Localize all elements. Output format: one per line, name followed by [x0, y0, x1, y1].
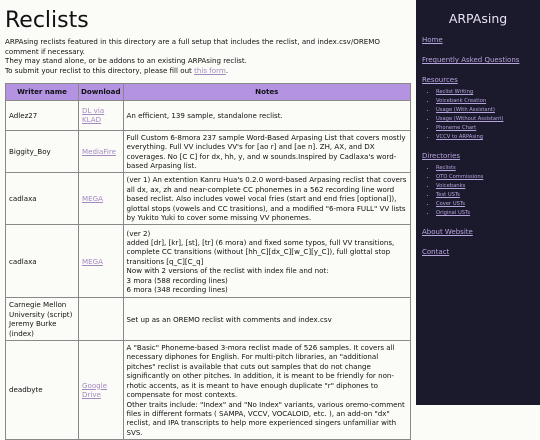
resources-list — [422, 88, 534, 142]
intro-line: They may stand alone, or be addons to an existing ARPAsing reclist. — [5, 56, 247, 66]
table-row — [6, 298, 411, 341]
table-row — [6, 173, 411, 225]
notes-cell — [123, 298, 410, 341]
header-notes: Notes — [123, 84, 410, 100]
writer-cell: Biggity_Boy — [6, 130, 79, 173]
notes-text: An efficient, 139 sample, standalone reclist. — [126, 110, 283, 120]
writer-cell: Carnegie Mellon University (script) Jeremy Burke (index) — [6, 298, 79, 341]
site-brand: ARPAsing — [448, 11, 508, 26]
notes-line: (ver 2) — [126, 228, 151, 238]
notes-cell — [123, 100, 410, 130]
writer-cell: Adlez27 — [6, 100, 79, 130]
download-link[interactable]: MEGA — [82, 256, 103, 266]
intro-text — [5, 37, 411, 75]
notes-line: 6 mora (348 recording lines) — [126, 284, 228, 294]
notes-cell — [123, 173, 410, 225]
notes-cell — [123, 341, 410, 440]
download-cell — [79, 130, 124, 173]
nav-home[interactable]: Home — [422, 36, 443, 44]
list-item — [436, 209, 534, 218]
list-item — [436, 88, 534, 97]
table-row — [6, 225, 411, 298]
submit-prefix: To submit your reclist to this directory, please fill out — [5, 65, 195, 75]
download-cell — [79, 298, 124, 341]
table-row — [6, 130, 411, 173]
nav-reclists[interactable]: Reclists — [436, 165, 456, 171]
download-link[interactable]: Google Drive — [82, 380, 108, 400]
submit-suffix: . — [225, 65, 229, 75]
nav-contact[interactable]: Contact — [422, 248, 450, 256]
nav-original-usts[interactable]: Original USTs — [436, 210, 471, 216]
submission-form-link[interactable]: this form — [194, 65, 226, 75]
nav-resources[interactable]: Resources — [422, 76, 458, 84]
list-item — [436, 200, 534, 209]
notes-text: (ver 1) An extention Kanru Hua's 0.2.0 word-based Arpasing reclist that covers all dx, ax, zh and near-complete CC phonemes in a 562 recording line word based reclist. Also includes vowel vocal fries (start and end fries [optional]), glottal stops (vowels and CC trasitions), and a modified "6-mora FULL" VV lists by Yukito Yuki to cover some missing VV phonemes. — [126, 175, 407, 223]
download-cell — [79, 173, 124, 225]
table-header-row — [6, 84, 411, 100]
nav-faq[interactable]: Frequently Asked Questions — [422, 56, 520, 64]
notes-line: Now with 2 versions of the reclist with index file and not: — [126, 266, 329, 276]
nav-usage-with-assistant[interactable]: Usage (With Assistant) — [436, 107, 495, 113]
table-row — [6, 341, 411, 440]
nav-oto-commissions[interactable]: OTO Commissions — [436, 174, 484, 180]
nav-reclist-writing[interactable]: Reclist Writing — [436, 89, 474, 95]
list-item — [436, 173, 534, 182]
notes-text: Set up as an OREMO reclist with comments and index.csv — [126, 314, 332, 324]
header-writer-name: Writer name — [6, 84, 79, 100]
page-title: Reclists — [5, 8, 89, 33]
nav-phoneme-chart[interactable]: Phoneme Chart — [436, 125, 477, 131]
download-link[interactable]: MEGA — [82, 194, 103, 204]
list-item — [436, 164, 534, 173]
directories-list — [422, 164, 534, 218]
list-item — [436, 115, 534, 124]
list-item — [436, 191, 534, 200]
nav-test-usts[interactable]: Test USTs — [436, 192, 460, 198]
notes-line: 3 mora (588 recording lines) — [126, 275, 228, 285]
download-link[interactable]: MediaFire — [82, 146, 116, 156]
table-row — [6, 100, 411, 130]
submit-line — [5, 66, 411, 76]
download-cell — [79, 225, 124, 298]
nav-usage-without-assistant[interactable]: Usage (Without Assistant) — [436, 116, 504, 122]
download-cell — [79, 341, 124, 440]
notes-line: added [dr], [kr], [st], [tr] (6 mora) and fixed some typos, full VV transitions, complete CC transitions (without [hh_C][dx_C][w_C][y_C]), full glottal stop transitions [q_C][C_q] — [126, 237, 395, 266]
download-link[interactable]: DL via KLAD — [82, 105, 105, 125]
notes-cell — [123, 225, 410, 298]
sidebar — [416, 0, 540, 405]
header-download: Download — [79, 84, 124, 100]
notes-line: A "Basic" Phoneme-based 3-mora reclist made of 526 samples. It covers all necessary diphones for English. For multi-pitch libraries, an "additional pitches" reclist is available that cuts out samples that do not change significantly on other pitches. In addition, it is meant to be friendly for non-rhotic accents, as it is meant to have enough duplicate "r" diphones to compensate for most contexts. — [126, 343, 395, 400]
nav-about[interactable]: About Website — [422, 228, 473, 236]
list-item — [436, 133, 534, 142]
list-item — [436, 97, 534, 106]
writer-cell: cadlaxa — [6, 173, 79, 225]
list-item — [436, 182, 534, 191]
notes-cell — [123, 130, 410, 173]
list-item — [436, 106, 534, 115]
nav-cover-usts[interactable]: Cover USTs — [436, 201, 465, 207]
nav-voicebanks[interactable]: Voicebanks — [436, 183, 466, 189]
writer-cell: deadbyte — [6, 341, 79, 440]
download-cell — [79, 100, 124, 130]
reclist-table — [5, 83, 411, 440]
list-item — [436, 124, 534, 133]
nav-voicebank-creation[interactable]: Voicebank Creation — [436, 98, 487, 104]
intro-line: ARPAsing reclists featured in this directory are a full setup that includes the reclist, and index.csv/OREMO comment if necessary. — [5, 37, 380, 56]
notes-text: Full Custom 6-8mora 237 sample Word-Based Arpasing List that covers mostly everything. Full VV includes VV's for [ao r] and [ae n]. ZH, AX, and DX coverages. No [C C] for dx, hh, y, and w sounds.Inspired by Cadlaxa's word-based Arpasing list. — [126, 132, 406, 170]
nav-directories[interactable]: Directories — [422, 152, 461, 160]
notes-line: Other traits include: "Index" and "No Index" variants, various oremo-comment files in different formats ( SAMPA, VCCV, VOCALOID, etc. ), an add-on "dx" reclist, and IPA transcripts to help more experienced singers unfamiliar with SVS. — [126, 399, 405, 437]
nav-vccv-to-arpasing[interactable]: VCCV to ARPAsing — [436, 134, 484, 140]
writer-cell: cadlaxa — [6, 225, 79, 298]
